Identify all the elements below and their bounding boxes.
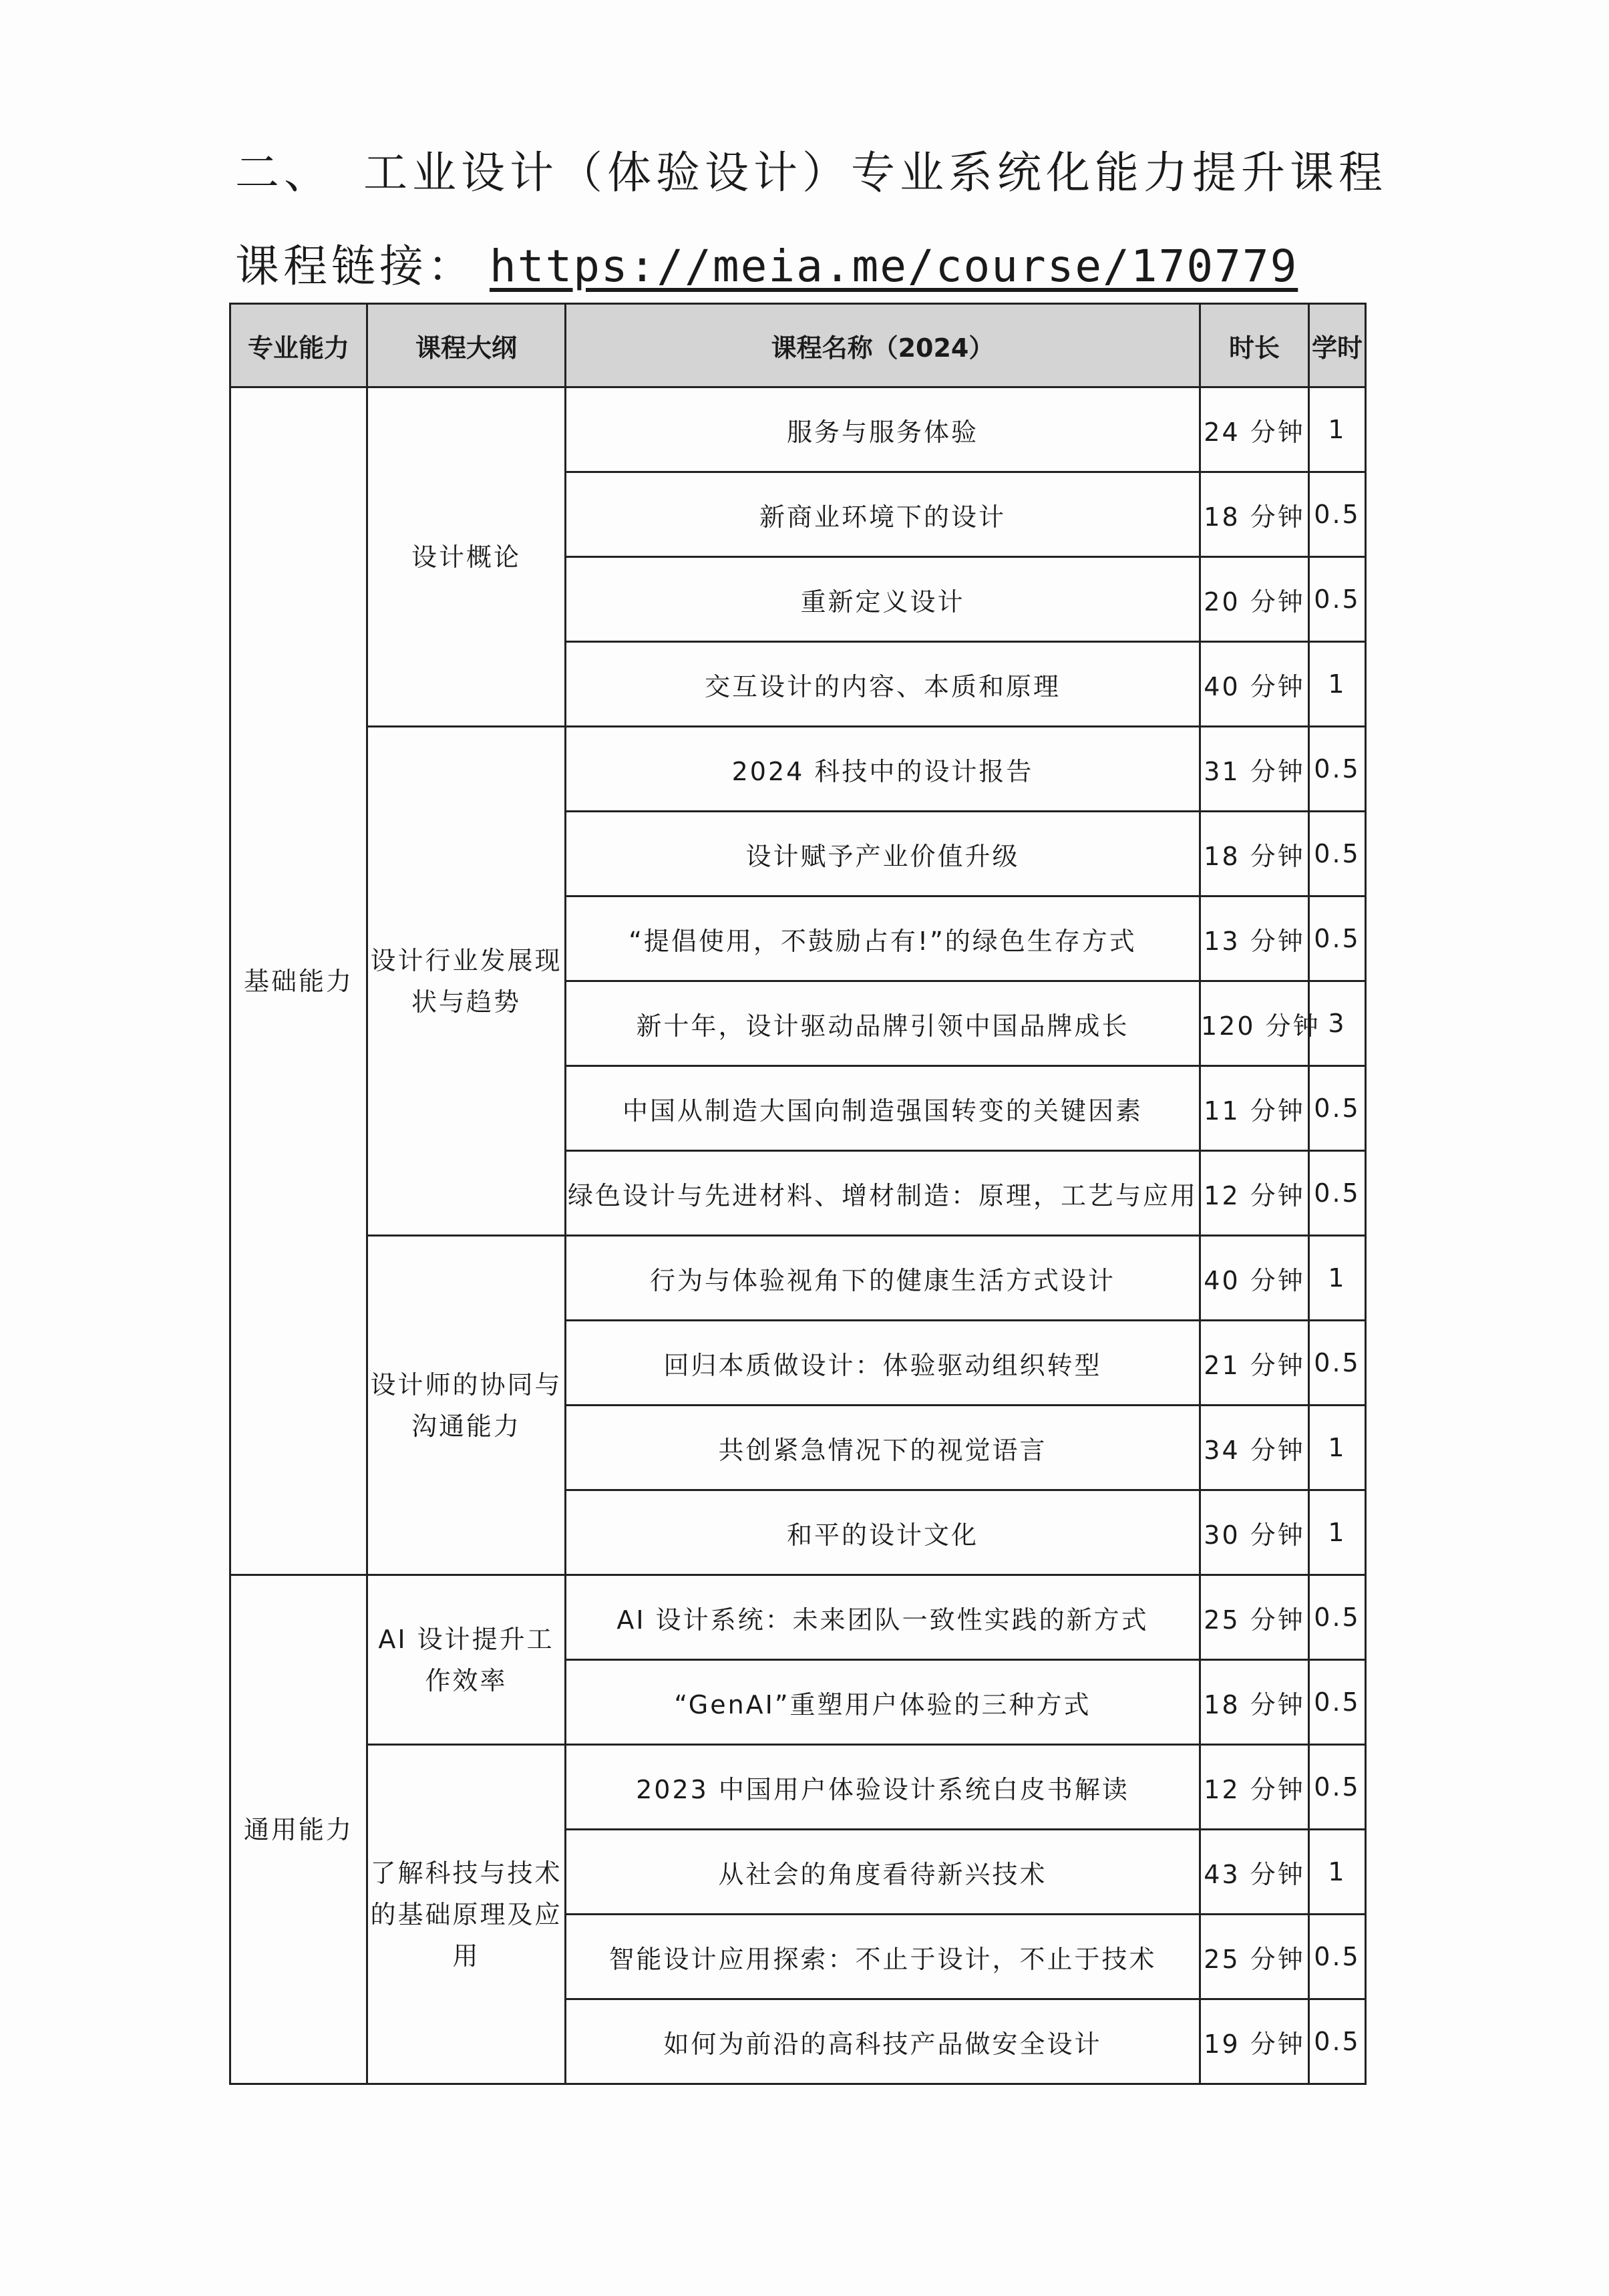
header-course-name: 课程名称（2024）: [566, 304, 1200, 387]
section-heading: [235, 137, 1387, 200]
outline-cell: 了解科技与技术的基础原理及应用: [367, 1745, 566, 2084]
hours-cell: 1: [1309, 1406, 1366, 1490]
duration-cell: 25 分钟: [1200, 1915, 1309, 1999]
hours-cell: 1: [1309, 387, 1366, 472]
hours-cell: 0.5: [1309, 896, 1366, 981]
header-outline: 课程大纲: [367, 304, 566, 387]
header-hours: 学时: [1309, 304, 1366, 387]
section-number: 二、: [235, 147, 333, 198]
duration-cell: 30 分钟: [1200, 1490, 1309, 1575]
ability-group-general: 通用能力: [230, 1575, 367, 2084]
duration-cell: 40 分钟: [1200, 1236, 1309, 1321]
hours-cell: 3: [1309, 981, 1366, 1066]
course-name-cell: 绿色设计与先进材料、增材制造：原理，工艺与应用: [566, 1151, 1200, 1236]
hours-cell: 0.5: [1309, 1915, 1366, 1999]
duration-cell: 13 分钟: [1200, 896, 1309, 981]
course-name-cell: 2024 科技中的设计报告: [566, 727, 1200, 812]
header-ability: 专业能力: [230, 304, 367, 387]
duration-cell: 18 分钟: [1200, 1660, 1309, 1745]
duration-cell: 24 分钟: [1200, 387, 1309, 472]
table-row: [230, 1236, 1366, 1321]
course-link-label: 课程链接：: [235, 240, 476, 292]
hours-cell: 0.5: [1309, 1660, 1366, 1745]
duration-cell: 18 分钟: [1200, 472, 1309, 557]
duration-cell: 19 分钟: [1200, 1999, 1309, 2084]
duration-cell: 40 分钟: [1200, 642, 1309, 727]
course-name-cell: 服务与服务体验: [566, 387, 1200, 472]
section-title: 工业设计（体验设计）专业系统化能力提升课程: [363, 147, 1387, 198]
hours-cell: 1: [1309, 1830, 1366, 1915]
course-name-cell: 智能设计应用探索：不止于设计，不止于技术: [566, 1915, 1200, 1999]
duration-cell: 12 分钟: [1200, 1745, 1309, 1830]
table-row: [230, 387, 1366, 472]
course-name-cell: 中国从制造大国向制造强国转变的关键因素: [566, 1066, 1200, 1151]
hours-cell: 0.5: [1309, 727, 1366, 812]
course-name-cell: “提倡使用，不鼓励占有!”的绿色生存方式: [566, 896, 1200, 981]
hours-cell: 0.5: [1309, 472, 1366, 557]
hours-cell: 0.5: [1309, 1745, 1366, 1830]
course-link-line: [235, 230, 1298, 294]
course-name-cell: 重新定义设计: [566, 557, 1200, 642]
course-link-url[interactable]: https://meia.me/course/170779: [489, 240, 1298, 292]
course-name-cell: 回归本质做设计：体验驱动组织转型: [566, 1321, 1200, 1406]
outline-cell: 设计师的协同与沟通能力: [367, 1236, 566, 1575]
hours-cell: 1: [1309, 642, 1366, 727]
header-duration: 时长: [1200, 304, 1309, 387]
table-header-row: [230, 304, 1366, 387]
hours-cell: 0.5: [1309, 1575, 1366, 1660]
outline-cell: 设计概论: [367, 387, 566, 727]
hours-cell: 1: [1309, 1490, 1366, 1575]
duration-cell: 31 分钟: [1200, 727, 1309, 812]
duration-cell: 18 分钟: [1200, 812, 1309, 896]
duration-cell: 21 分钟: [1200, 1321, 1309, 1406]
course-name-cell: 共创紧急情况下的视觉语言: [566, 1406, 1200, 1490]
course-name-cell: 新十年，设计驱动品牌引领中国品牌成长: [566, 981, 1200, 1066]
course-name-cell: 2023 中国用户体验设计系统白皮书解读: [566, 1745, 1200, 1830]
outline-cell: AI 设计提升工作效率: [367, 1575, 566, 1745]
duration-cell: 12 分钟: [1200, 1151, 1309, 1236]
hours-cell: 0.5: [1309, 1151, 1366, 1236]
duration-cell: 43 分钟: [1200, 1830, 1309, 1915]
hours-cell: 0.5: [1309, 1066, 1366, 1151]
duration-cell: 11 分钟: [1200, 1066, 1309, 1151]
hours-cell: 0.5: [1309, 557, 1366, 642]
course-name-cell: AI 设计系统：未来团队一致性实践的新方式: [566, 1575, 1200, 1660]
course-name-cell: 新商业环境下的设计: [566, 472, 1200, 557]
duration-cell: 34 分钟: [1200, 1406, 1309, 1490]
table-row: [230, 1575, 1366, 1660]
course-name-cell: “GenAI”重塑用户体验的三种方式: [566, 1660, 1200, 1745]
hours-cell: 1: [1309, 1236, 1366, 1321]
course-name-cell: 设计赋予产业价值升级: [566, 812, 1200, 896]
hours-cell: 0.5: [1309, 812, 1366, 896]
table-row: [230, 727, 1366, 812]
course-name-cell: 交互设计的内容、本质和原理: [566, 642, 1200, 727]
course-table: [229, 303, 1367, 2085]
course-name-cell: 和平的设计文化: [566, 1490, 1200, 1575]
outline-cell: 设计行业发展现状与趋势: [367, 727, 566, 1236]
course-name-cell: 从社会的角度看待新兴技术: [566, 1830, 1200, 1915]
course-name-cell: 如何为前沿的高科技产品做安全设计: [566, 1999, 1200, 2084]
table-row: [230, 1745, 1366, 1830]
course-name-cell: 行为与体验视角下的健康生活方式设计: [566, 1236, 1200, 1321]
hours-cell: 0.5: [1309, 1999, 1366, 2084]
duration-cell: 20 分钟: [1200, 557, 1309, 642]
ability-group-basic: 基础能力: [230, 387, 367, 1575]
duration-cell: 120 分钟: [1200, 981, 1309, 1066]
duration-cell: 25 分钟: [1200, 1575, 1309, 1660]
hours-cell: 0.5: [1309, 1321, 1366, 1406]
